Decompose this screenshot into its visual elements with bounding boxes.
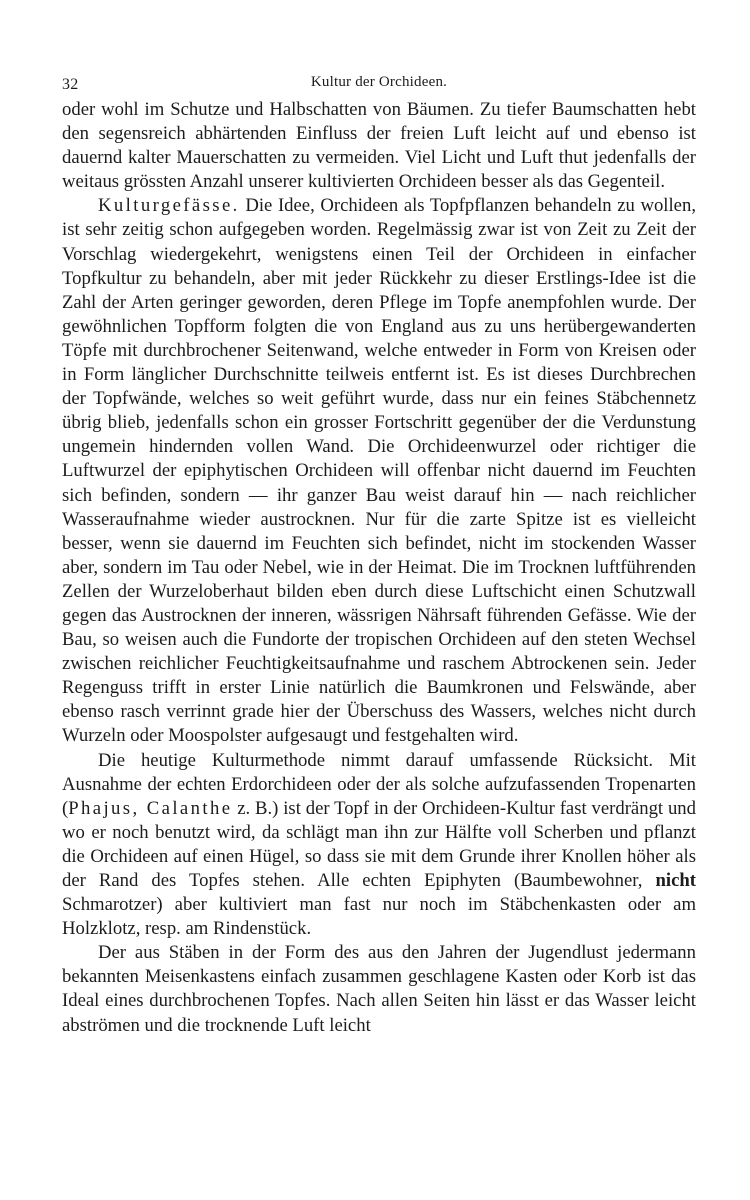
paragraph-1: [62, 98, 696, 194]
page-header: [62, 72, 696, 98]
paragraph-text: Die Idee, Orchideen als Topfpflanzen behandeln zu wollen, ist sehr zeitig schon aufgegeben worden. Regelmässig zwar ist von Zeit zu Zeit der Vorschlag wiedergekehrt, wenigstens einen Teil der Orchideen in einfacher Topfkultur zu behandeln, aber mit jeder Rückkehr zu dieser Erstlings-Idee ist die Zahl der Arten geringer geworden, deren Pflege im Topfe anempfohlen wurde. Der gewöhnlichen Topfform folgten die von England aus zu uns herübergewanderten Töpfe mit durchbrochener Seitenwand, welche entweder in Form von Kreisen oder in Form länglicher Durchschnitte teilweis entfernt ist. Es ist dieses Durchbrechen der Topfwände, welches so weit geführt wurde, dass nur ein feines Stäbchennetz übrig blieb, jedenfalls schon ein grosser Fortschritt gegenüber der die Verdunstung ungemein hindernden vollen Wand. Die Orchideenwurzel oder richtiger die Luftwurzel der epiphytischen Orchideen will offenbar nicht dauernd im Feuchten sich befinden, sondern — ihr ganzer Bau weist darauf hin — nach reichlicher Wasseraufnahme wieder austrocknen. Nur für die zarte Spitze ist es vielleicht besser, wenn sie dauernd im Feuchten sich befindet, nicht im stockenden Wasser aber, sondern im Tau oder Nebel, wie in der Heimat. Die im Trocknen luftführenden Zellen der Wurzeloberhaut bilden eben durch diese Luftschicht einen Schutzwall gegen das Austrocknen der inneren, wässrigen Nährsaft führenden Gefässe. Wie der Bau, so weisen auch die Fundorte der tropischen Orchideen auf den steten Wechsel zwischen reichlicher Feuchtigkeitsaufnahme und raschem Abtrockenen sein. Jeder Regenguss trifft in erster Linie natürlich die Baumkronen und Felswände, aber ebenso rasch verrinnt grade hier der Überschuss des Wassers, welches nicht durch Wurzeln oder Moospolster aufgesaugt und festgehalten wird.: [62, 195, 696, 747]
paragraph-3: [62, 749, 696, 942]
paragraph-text: Schmarotzer) aber kultiviert man fast nur noch im Stäbchenkasten oder am Holzklotz, resp. am Rindenstück.: [62, 894, 696, 940]
paragraph-text: Die heutige Kulturmethode nimmt darauf umfassende Rücksicht. Mit Ausnahme der echten Erdorchideen oder der als solche aufzufassenden Tropenarten (: [62, 749, 696, 819]
running-head: Kultur der Orchideen.: [310, 74, 448, 90]
page: [62, 72, 696, 1038]
paragraph-text: z. B.) ist der Topf in der Orchideen-Kultur fast verdrängt und wo er noch benutzt wird, da schlägt man ihn zur Hälfte voll Scherben und pflanzt die Orchideen auf einen Hügel, so dass sie mit dem Grunde ihrer Knollen höher als der Rand des Topfes stehen. Alle echten Epiphyten (Baumbewohner,: [62, 797, 696, 891]
paragraph-text: oder wohl im Schutze und Halbschatten von Bäumen. Zu tiefer Baumschatten hebt den segensreich abhärtenden Einfluss der freien Luft leicht auf und ebenso ist dauernd kalter Mauerschatten zu vermeiden. Viel Licht und Luft thut jedenfalls der weitaus grössten Anzahl unserer kultivierten Orchideen besser als das Gegenteil.: [62, 99, 696, 193]
paragraph-2: [62, 194, 696, 748]
paragraph-text: Der aus Stäben in der Form des aus den Jahren der Jugendlust jedermann bekannten Meisenkastens einfach zusammen geschlagene Kasten oder Korb ist das Ideal eines durchbrochenen Topfes. Nach allen Seiten hin lässt er das Wasser leicht abströmen und die trocknende Luft leicht: [62, 942, 696, 1036]
body-text: [62, 98, 696, 1038]
page-number: 32: [62, 76, 79, 93]
paragraph-4: [62, 941, 696, 1037]
section-heading-kulturgefaesse: Kulturgefässe.: [98, 195, 240, 217]
emphasis-nicht: nicht: [655, 870, 696, 891]
genus-names: Phajus, Calanthe: [68, 797, 233, 819]
